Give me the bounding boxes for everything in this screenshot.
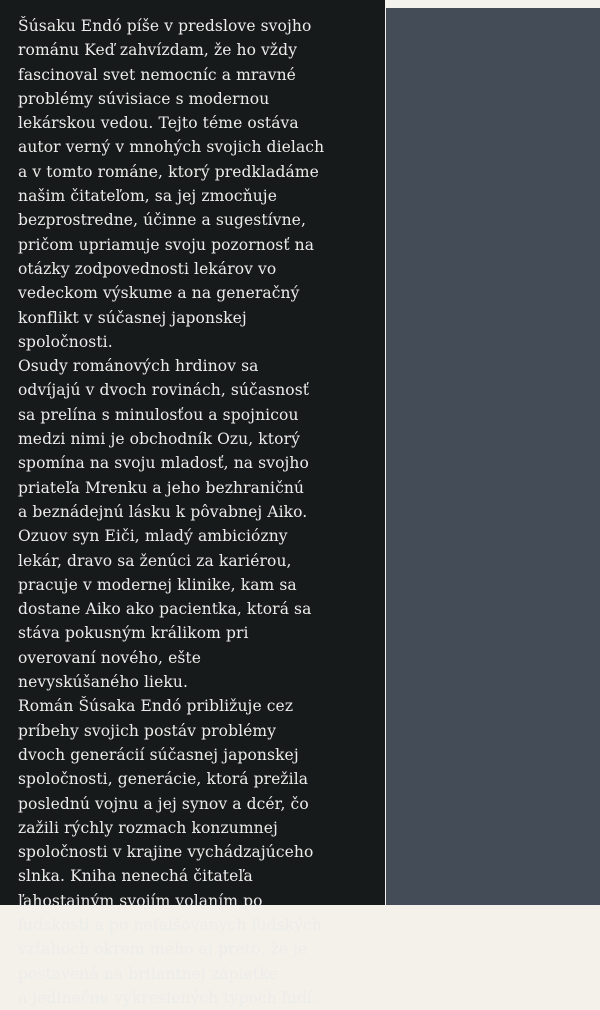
- blurb-line: Román Šúsaka Endó približuje cez: [18, 697, 294, 716]
- blurb-line: sa prelína s minulosťou a spojnicou: [18, 405, 299, 424]
- blurb-line: lekár, dravo sa ženúci za kariérou,: [18, 551, 292, 570]
- blurb-line: spoločnosti, generácie, ktorá prežila: [18, 770, 309, 789]
- blurb-line: postavená na brilantnej zápletke: [18, 964, 278, 983]
- blurb-line: vzťahoch okrem iného aj preto, že je: [18, 940, 308, 959]
- blurb-text: [18, 14, 375, 1010]
- blurb-line: odvíjajú v dvoch rovinách, súčasnosť: [18, 381, 310, 400]
- blurb-line: spoločnosti v krajine vychádzajúceho: [18, 843, 314, 862]
- blurb-line: a beznádejnú lásku k pôvabnej Aiko.: [18, 502, 308, 521]
- blurb-line: slnka. Kniha nenechá čitateľa: [18, 867, 253, 886]
- blurb-line: autor verný v mnohých svojich dielach: [18, 138, 325, 157]
- blurb-line: problémy súvisiace s modernou: [18, 89, 270, 108]
- blurb-line: príbehy svojich postáv problémy: [18, 721, 277, 740]
- gray-side-panel: [386, 8, 600, 905]
- blurb-line: a v tomto románe, ktorý predkladáme: [18, 162, 319, 181]
- blurb-line: fascinoval svet nemocníc a mravné: [18, 65, 296, 84]
- blurb-line: pričom upriamuje svoju pozornosť na: [18, 235, 315, 254]
- blurb-line: pracuje v modernej klinike, kam sa: [18, 575, 297, 594]
- blurb-line: lekárskou vedou. Tejto téme ostáva: [18, 114, 299, 133]
- blurb-line: románu Keď zahvízdam, že ho vždy: [18, 41, 298, 60]
- blurb-line: poslednú vojnu a jej synov a dcér, čo: [18, 794, 309, 813]
- blurb-line: stáva pokusným králikom pri: [18, 624, 249, 643]
- blurb-line: bezprostredne, účinne a sugestívne,: [18, 211, 306, 230]
- blurb-line: otázky zodpovednosti lekárov vo: [18, 259, 277, 278]
- blurb-line: Osudy románových hrdinov sa: [18, 357, 259, 376]
- blurb-line: vedeckom výskume a na generačný: [18, 284, 300, 303]
- blurb-line: našim čitateľom, sa jej zmocňuje: [18, 187, 277, 206]
- blurb-line: Ozuov syn Eiči, mladý ambiciózny: [18, 527, 288, 546]
- paper-edge: [386, 0, 600, 8]
- blurb-line: ľudskosti a po nefalšovaných ľudských: [18, 915, 322, 934]
- blurb-line: medzi nimi je obchodník Ozu, ktorý: [18, 430, 300, 449]
- blurb-line: overovaní nového, ešte: [18, 648, 202, 667]
- blurb-line: spomína na svoju mladosť, na svojho: [18, 454, 309, 473]
- blurb-line: a jedinečne vykreslených typoch ľudí.: [18, 988, 318, 1007]
- blurb-line: Šúsaku Endó píše v predslove svojho: [18, 17, 312, 35]
- blurb-line: nevyskúšaného lieku.: [18, 673, 188, 692]
- blurb-line: spoločnosti.: [18, 332, 113, 351]
- blurb-line: ľahostajným svojím volaním po: [18, 891, 263, 910]
- blurb-line: dvoch generácií súčasnej japonskej: [18, 745, 299, 764]
- blurb-line: zažili rýchly rozmach konzumnej: [18, 818, 278, 837]
- blurb-line: priateľa Mrenku a jeho bezhraničnú: [18, 478, 305, 497]
- blurb-line: dostane Aiko ako pacientka, ktorá sa: [18, 600, 312, 619]
- blurb-line: konflikt v súčasnej japonskej: [18, 308, 247, 327]
